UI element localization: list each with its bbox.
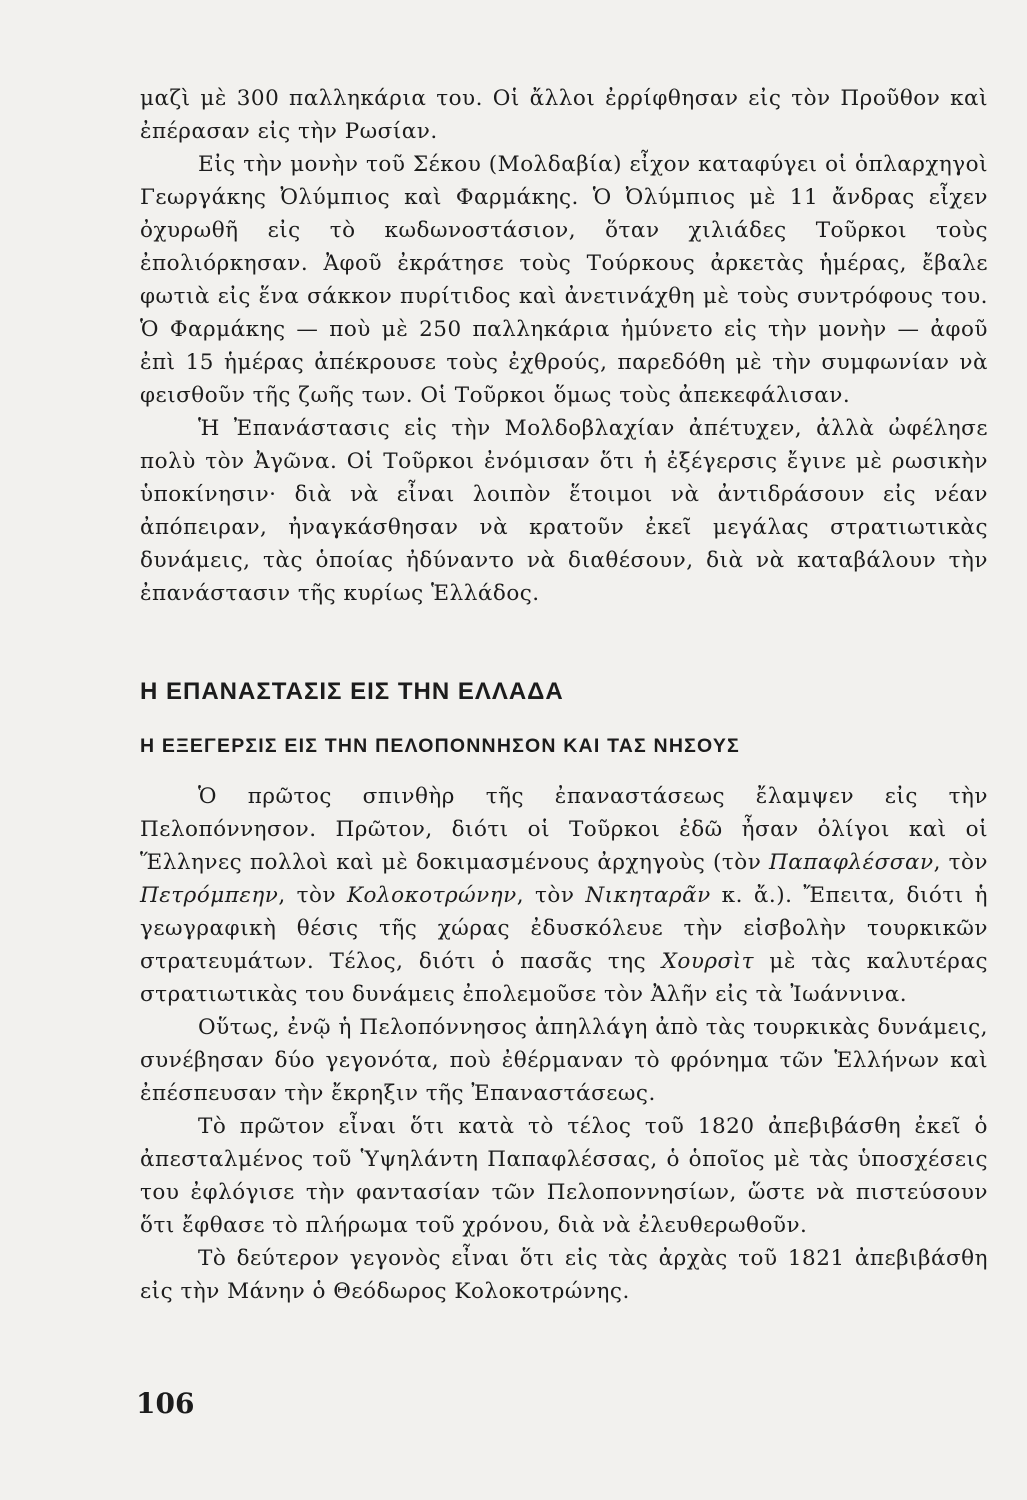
paragraph-4: Ὁ πρῶτος σπινθὴρ τῆς ἐπαναστάσεως ἔλαμψεν εἰς τὴν Πελοπόννησον. Πρῶτον, διότι οἱ Τοῦρκοι ἐδῶ ἦσαν ὀλίγοι καὶ οἱ Ἕλληνες πολλοὶ καὶ μὲ δοκιμασμένους ἀρχηγοὺς (τὸν Παπαφλέσσαν, τὸν Πετρόμπεην, τὸν Κολοκοτρώνην, τὸν Νικηταρᾶν κ. ἄ.). Ἔπειτα, διότι ἡ γεωγραφικὴ θέσις τῆς χώρας ἐδυσκόλευε τὴν εἰσβολὴν τουρκικῶν στρατευμάτων. Τέλος, διότι ὁ πασᾶς της Χουρσὶτ μὲ τὰς καλυτέρας στρατιωτικὰς του δυνάμεις ἐπολεμοῦσε τὸν Ἀλῆν εἰς τὰ Ἰωάννινα. (140, 784, 988, 1007)
paragraph-6: Τὸ πρῶτον εἶναι ὅτι κατὰ τὸ τέλος τοῦ 1820 ἀπεβιβάσθη ἐκεῖ ὁ ἀπεσταλμένος τοῦ Ὑψηλάντη Παπαφλέσσας, ὁ ὁποῖος μὲ τὰς ὑποσχέσεις του ἐφλόγισε τὴν φαντασίαν τῶν Πελοποννησίων, ὥστε νὰ πιστεύσουν ὅτι ἔφθασε τὸ πλήρωμα τοῦ χρόνου, διὰ νὰ ἐλευθερωθοῦν. (140, 1114, 988, 1238)
paragraph-1: μαζὶ μὲ 300 παλληκάρια του. Οἱ ἄλλοι ἐρρίφθησαν εἰς τὸν Προῦθον καὶ ἐπέρασαν εἰς τὴν Ρωσίαν. (140, 86, 988, 144)
name-papaflessas: Παπαφλέσσαν (768, 850, 934, 875)
paragraph-3: Ἡ Ἐπανάστασις εἰς τὴν Μολδοβλαχίαν ἀπέτυχεν, ἀλλὰ ὠφέλησε πολὺ τὸν Ἀγῶνα. Οἱ Τοῦρκοι ἐνόμισαν ὅτι ἡ ἐξέγερσις ἔγινε μὲ ρωσικὴν ὑποκίνησιν· διὰ νὰ εἶναι λοιπὸν ἕτοιμοι νὰ ἀντιδράσουν εἰς νέαν ἀπόπειραν, ἠναγκάσθησαν νὰ κρατοῦν ἐκεῖ μεγάλας στρατιωτικὰς δυνάμεις, τὰς ὁποίας ἠδύναντο νὰ διαθέσουν, διὰ νὰ καταβάλουν τὴν ἐπανάστασιν τῆς κυρίως Ἑλλάδος. (140, 416, 988, 606)
text-block-bottom (140, 780, 988, 1308)
paragraph-7: Τὸ δεύτερον γεγονὸς εἶναι ὅτι εἰς τὰς ἀρχὰς τοῦ 1821 ἀπεβιβάσθη εἰς τὴν Μάνην ὁ Θεόδωρος Κολοκοτρώνης. (140, 1246, 988, 1304)
section-heading: Η ΕΠΑΝΑΣΤΑΣΙΣ ΕΙΣ ΤΗΝ ΕΛΛΑΔΑ (140, 678, 564, 705)
name-petrompeis: Πετρόμπεην (140, 883, 279, 908)
name-nikitaras: Νικηταρᾶν (585, 883, 711, 908)
page-number: 106 (136, 1387, 195, 1420)
text-block-top (140, 82, 988, 610)
paragraph-2: Εἰς τὴν μονὴν τοῦ Σέκου (Μολδαβία) εἶχον καταφύγει οἱ ὁπλαρχηγοὶ Γεωργάκης Ὀλύμπιος καὶ Φαρμάκης. Ὁ Ὀλύμπιος μὲ 11 ἄνδρας εἶχεν ὀχυρωθῆ εἰς τὸ κωδωνοστάσιον, ὅταν χιλιάδες Τοῦρκοι τοὺς ἐπολιόρκησαν. Ἀφοῦ ἐκράτησε τοὺς Τούρκους ἀρκετὰς ἡμέρας, ἔβαλε φωτιὰ εἰς ἕνα σάκκον πυρίτιδος καὶ ἀνετινάχθη μὲ τοὺς συντρόφους του. Ὁ Φαρμάκης — ποὺ μὲ 250 παλληκάρια ἠμύνετο εἰς τὴν μονὴν — ἀφοῦ ἐπὶ 15 ἡμέρας ἀπέκρουσε τοὺς ἐχθρούς, παρεδόθη μὲ τὴν συμφωνίαν νὰ φεισθοῦν τῆς ζωῆς των. Οἱ Τοῦρκοι ὅμως τοὺς ἀπεκεφάλισαν. (140, 152, 988, 408)
paragraph-5: Οὕτως, ἐνῷ ἡ Πελοπόννησος ἀπηλλάγη ἀπὸ τὰς τουρκικὰς δυνάμεις, συνέβησαν δύο γεγονότα, ποὺ ἐθέρμαναν τὸ φρόνημα τῶν Ἑλλήνων καὶ ἐπέσπευσαν τὴν ἔκρηξιν τῆς Ἐπαναστάσεως. (140, 1015, 988, 1106)
subsection-heading: Η ΕΞΕΓΕΡΣΙΣ ΕΙΣ ΤΗΝ ΠΕΛΟΠΟΝΝΗΣΟΝ ΚΑΙ ΤΑΣ ΝΗΣΟΥΣ (140, 735, 740, 757)
name-kolokotronis: Κολοκοτρώνην (347, 883, 517, 908)
name-hursit: Χουρσὶτ (661, 949, 755, 974)
